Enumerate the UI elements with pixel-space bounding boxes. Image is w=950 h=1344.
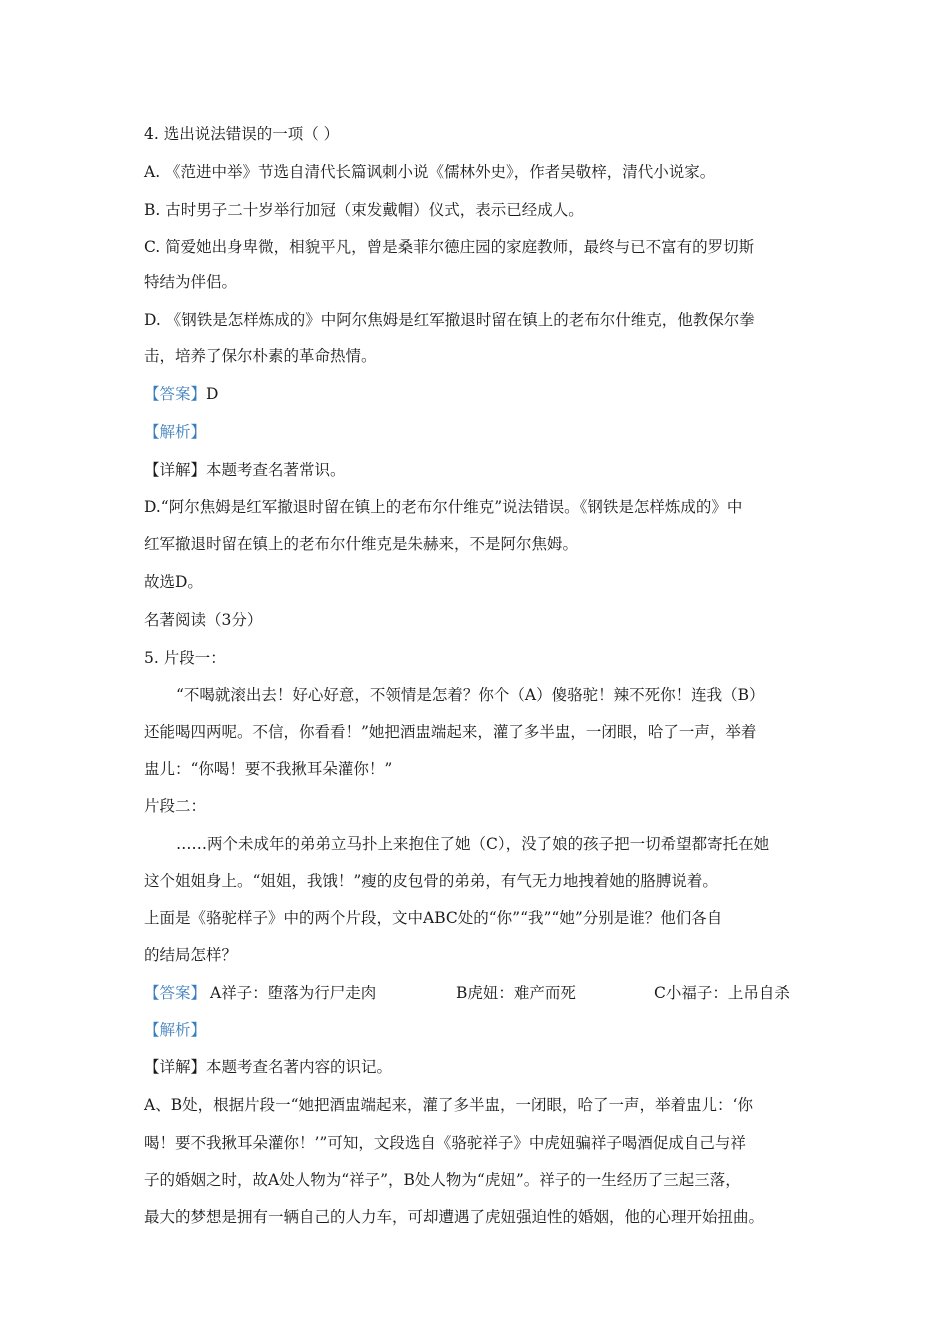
q5-fragment2-line2: 这个姐姐身上。“姐姐，我饿！”瘦的皮包骨的弟弟，有气无力地拽着她的胳膊说着。 [144,872,718,890]
q4-explain-line2: 红军撤退时留在镇上的老布尔什维克是朱赫来，不是阿尔焦姆。 [144,535,579,553]
q4-option-d-line2: 击，培养了保尔朴素的革命热情。 [144,347,377,365]
q4-option-a: A. 《范进中举》节选自清代长篇讽刺小说《儒林外史》，作者吴敬梓，清代小说家。 [144,163,716,181]
q4-option-d-line1: D. 《钢铁是怎样炼成的》中阿尔焦姆是红军撤退时留在镇上的老布尔什维克，他教保尔拳 [144,311,755,329]
answer-a: A祥子：堕落为行尸走肉 [210,984,377,1002]
q4-stem: 4. 选出说法错误的一项（ ） [144,125,340,143]
answer-tag: 【答案】 [144,385,207,403]
q4-conclusion: 故选D。 [144,573,203,591]
answer-b: B虎妞：难产而死 [456,984,576,1002]
q5-explain-line1: A、B处，根据片段一“她把酒盅端起来，灌了多半盅，一闭眼，哈了一声，举着盅儿：‘你 [144,1096,753,1114]
q5-fragment1-line3: 盅儿：“你喝！要不我揪耳朵灌你！” [144,760,393,778]
q5-stem: 5. 片段一： [144,649,226,667]
answer-c: C小福子：上吊自杀 [654,984,790,1002]
q5-explain-line4: 最大的梦想是拥有一辆自己的人力车，可却遭遇了虎妞强迫性的婚姻，他的心理开始扭曲。 [144,1208,765,1226]
q5-explain-line3: 子的婚姻之时，故A处人物为“祥子”，B处人物为“虎妞”。祥子的一生经历了三起三落， [144,1171,741,1189]
q4-answer [144,384,814,404]
q4-detail: 【详解】本题考查名著常识。 [144,461,346,479]
q5-fragment1-line1: “不喝就滚出去！好心好意，不领情是怎着？你个（A）傻骆驼！辣不死你！连我（B） [176,686,765,704]
q5-question-line2: 的结局怎样？ [144,946,238,964]
q4-option-c-line1: C. 简爱她出身卑微，相貌平凡，曾是桑菲尔德庄园的家庭教师，最终与已不富有的罗切斯 [144,238,755,256]
section-title: 名著阅读（3分） [144,611,263,629]
q5-analysis-tag: 【解析】 [144,1021,207,1039]
q5-explain-line2: 喝！要不我揪耳朵灌你！’”可知，文段选自《骆驼祥子》中虎妞骗祥子喝酒促成自己与祥 [144,1134,746,1152]
answer-value: D [206,385,219,403]
q4-explain-line1: D.“阿尔焦姆是红军撤退时留在镇上的老布尔什维克”说法错误。《钢铁是怎样炼成的》中 [144,498,743,516]
q5-question-line1: 上面是《骆驼样子》中的两个片段，文中ABC处的“你”“我”“她”分别是谁？他们各自 [144,909,723,927]
q4-option-c-line2: 特结为伴侣。 [144,273,238,291]
q5-fragment2-label: 片段二： [144,797,207,815]
q5-fragment1-line2: 还能喝四两呢。不信，你看看！”她把酒盅端起来，灌了多半盅，一闭眼，哈了一声，举着 [144,723,757,741]
q4-option-b: B. 古时男子二十岁举行加冠（束发戴帽）仪式，表示已经成人。 [144,201,584,219]
q4-analysis-tag: 【解析】 [144,423,207,441]
q5-detail: 【详解】本题考查名著内容的识记。 [144,1058,393,1076]
q5-fragment2-line1: ……两个未成年的弟弟立马扑上来抱住了她（C），没了娘的孩子把一切希望都寄托在她 [176,835,770,853]
answer-tag: 【答案】 [144,984,207,1002]
